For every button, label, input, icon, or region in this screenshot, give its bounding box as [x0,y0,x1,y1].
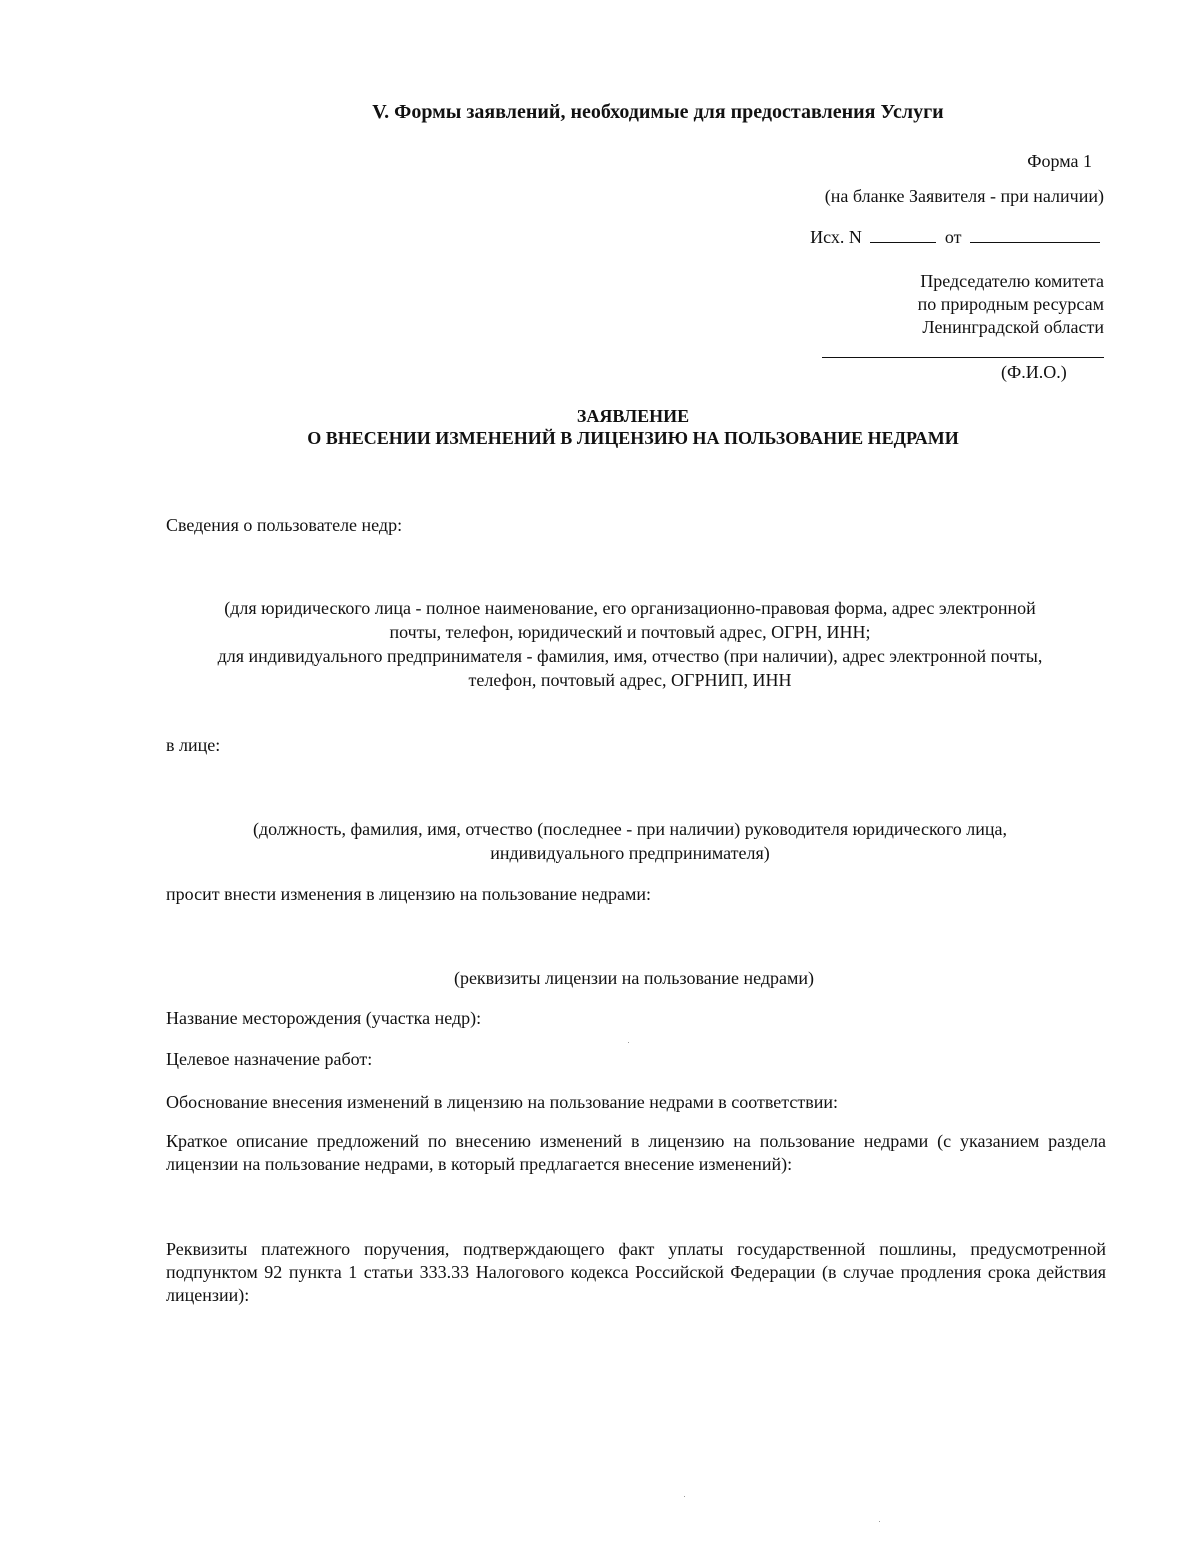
hint-line: почты, телефон, юридический и почтовый адрес, ОГРН, ИНН; [389,622,871,642]
hint-line: телефон, почтовый адрес, ОГРНИП, ИНН [468,670,792,690]
title-line: ЗАЯВЛЕНИЕ [576,406,690,426]
hint-line: для индивидуального предпринимателя - фамилия, имя, отчество (при наличии), адрес электронной почты, [217,646,1043,666]
request-label: просит внести изменения в лицензию на пользование недрами: [166,884,651,904]
representative-hint [160,817,1100,865]
ref-from-label: от [944,227,962,247]
fio-label: (Ф.И.О.) [1001,362,1067,382]
license-details-hint: (реквизиты лицензии на пользование недрами) [453,968,815,988]
hint-line: (для юридического лица - полное наименование, его организационно-правовая форма, адрес электронной [224,598,1036,618]
ref-prefix: Исх. N [810,227,862,247]
hint-line: индивидуального предпринимателя) [490,843,770,863]
hint-line: (должность, фамилия, имя, отчество (последнее - при наличии) руководителя юридического лица, [253,819,1007,839]
scan-speck [628,1042,629,1043]
section-heading: V. Формы заявлений, необходимые для предоставления Услуги [372,101,944,123]
scan-speck [684,1496,685,1497]
addressee-line: Ленинградской области [922,317,1104,337]
addressee-line: Председателю комитета [920,271,1104,291]
ref-date-blank [970,241,1100,243]
addressee-line: по природным ресурсам [917,294,1104,314]
blank-note: (на бланке Заявителя - при наличии) [824,186,1104,206]
change-description-paragraph: Краткое описание предложений по внесению изменений в лицензию на пользование недрами (с указанием раздела лицензии на пользование недрами, в который предлагается внесение изменений): [166,1131,1106,1174]
ref-number-blank [870,241,936,243]
subsoil-user-hint [160,596,1100,692]
addressee-block [918,270,1104,339]
work-purpose-label: Целевое назначение работ: [166,1049,373,1069]
subsoil-user-label: Сведения о пользователе недр: [166,515,403,535]
form-number: Форма 1 [1027,151,1092,171]
outgoing-reference-line [810,227,1104,248]
fio-signature-line [822,357,1104,358]
scan-speck [879,1521,880,1522]
in-person-label: в лице: [166,735,221,755]
justification-label: Обоснование внесения изменений в лицензию на пользование недрами в соответствии: [166,1092,838,1112]
payment-order-paragraph: Реквизиты платежного поручения, подтверждающего факт уплаты государственной пошлины, предусмотренной подпунктом 92 пункта 1 статьи 333.33 Налогового кодекса Российской Федерации (в случае продления срока действия лицензии): [166,1239,1106,1305]
document-title [0,405,1200,449]
deposit-name-label: Название месторождения (участка недр): [166,1008,482,1028]
title-line: О ВНЕСЕНИИ ИЗМЕНЕНИЙ В ЛИЦЕНЗИЮ НА ПОЛЬЗОВАНИЕ НЕДРАМИ [307,428,959,448]
